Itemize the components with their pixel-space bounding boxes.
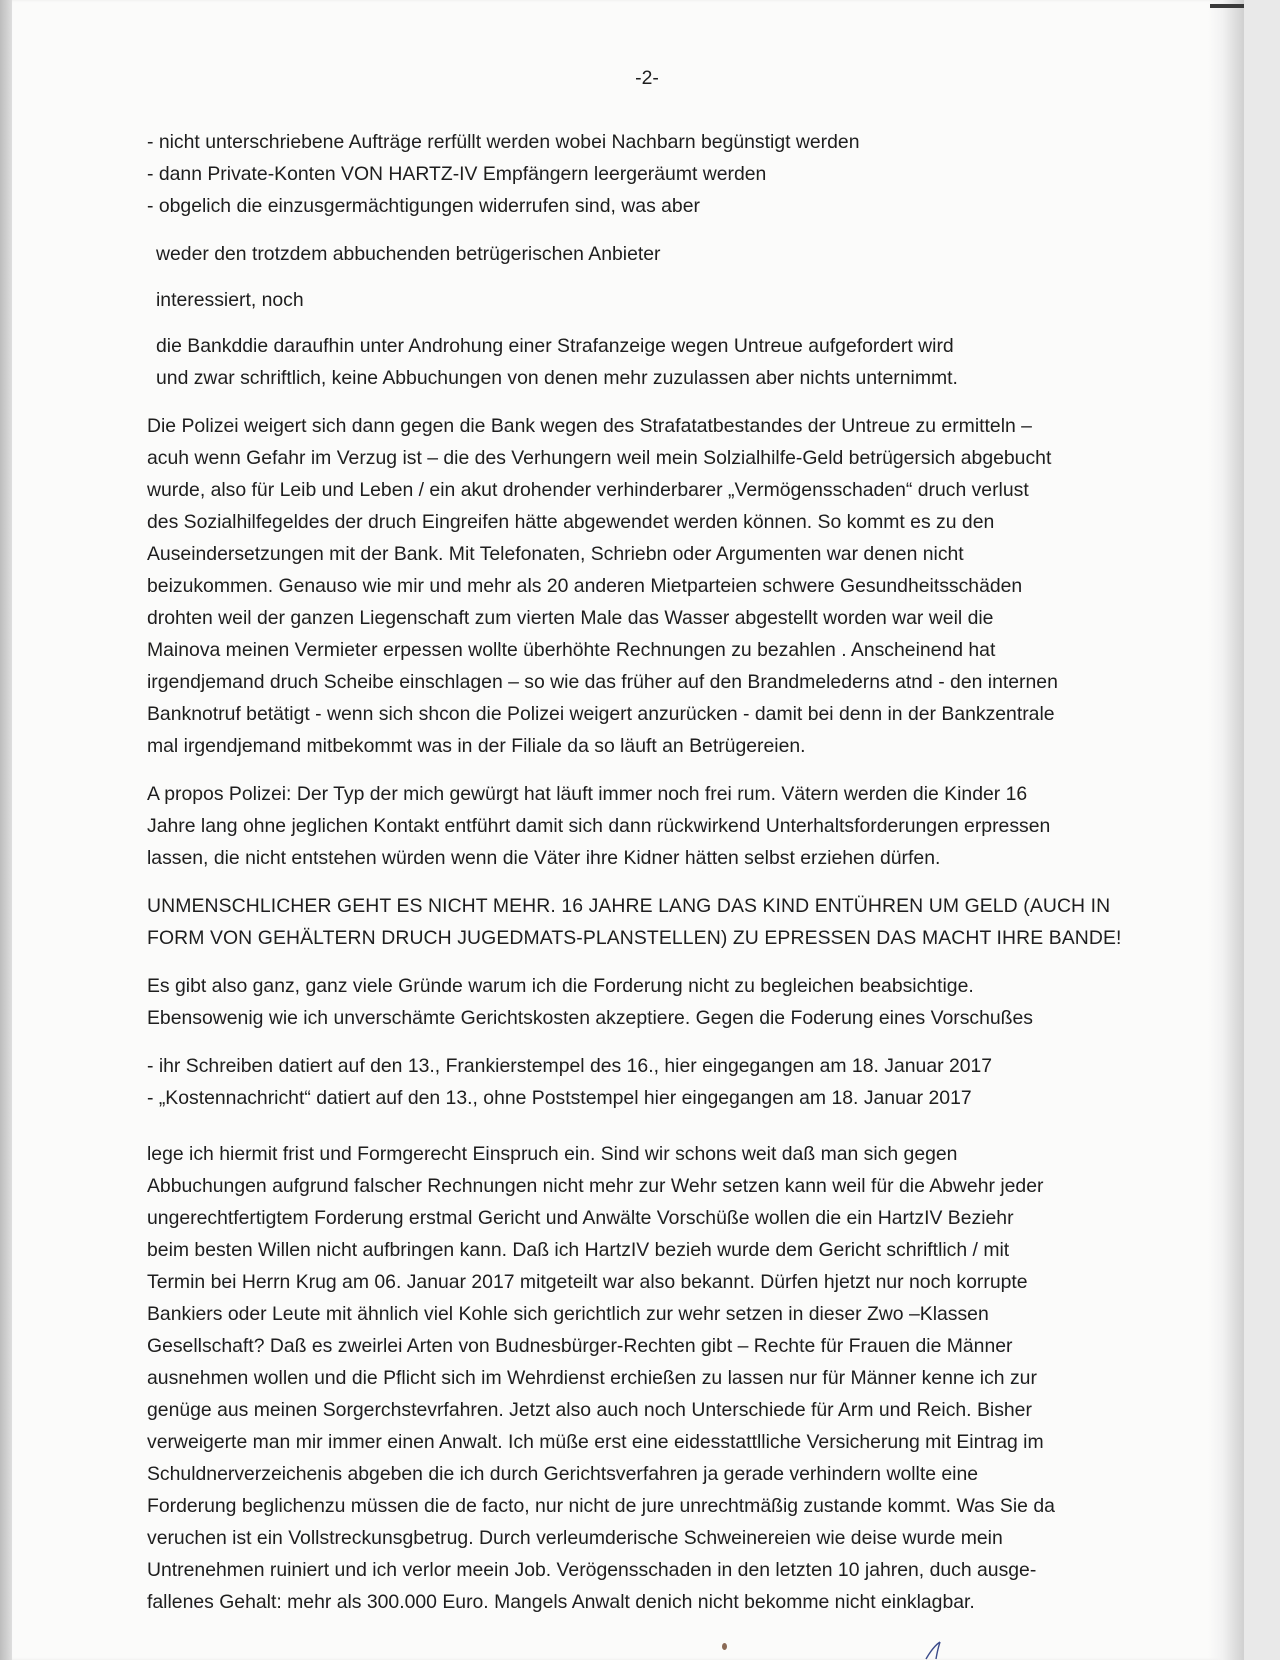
- text-line: A propos Polizei: Der Typ der mich gewürgt hat läuft immer noch frei rum. Vätern werden die Kinder 16: [147, 783, 1028, 805]
- text-line: und zwar schriftlich, keine Abbuchungen von denen mehr zuzulassen aber nichts unternimmt.: [156, 367, 958, 389]
- text-line: Jahre lang ohne jeglichen Kontakt entführt damit sich dann rückwirkend Unterhaltsforderungen erpressen: [147, 815, 1051, 837]
- list-item: - „Kostennachricht“ datiert auf den 13., ohne Poststempel hier eingegangen am 18. Januar 2017: [147, 1087, 972, 1109]
- signature-stroke: [920, 1640, 960, 1660]
- text-line: Banknotruf betätigt - wenn sich shcon die Polizei weigert anzurücken - damit bei denn in der Bankzentrale: [147, 703, 1055, 725]
- text-line: beim besten Willen nicht aufbringen kann. Daß ich HartzIV bezieh wurde dem Gericht schriftlich / mit: [147, 1239, 1010, 1261]
- paragraph-gruende: [147, 970, 1157, 1034]
- text-line: fallenes Gehalt: mehr als 300.000 Euro. Mangels Anwalt denich nicht bekomme nicht einklagbar.: [147, 1591, 975, 1613]
- scan-corner-mark: [1210, 4, 1244, 8]
- text-line: lege ich hiermit frist und Formgerecht Einspruch ein. Sind wir schons weit daß man sich gegen: [147, 1143, 958, 1165]
- text-line: drohten weil der ganzen Liegenschaft zum vierten Male das Wasser abgestellt worden war weil die: [147, 607, 994, 629]
- text-line: beizukommen. Genauso wie mir und mehr als 20 anderen Mietparteien schwere Gesundheitsschäden: [147, 575, 1023, 597]
- list-dates: [147, 1050, 1157, 1114]
- text-line: ungerechtfertigtem Forderung erstmal Gericht und Anwälte Vorschüße wollen die ein HartzIV Beziehr: [147, 1207, 1014, 1229]
- text-line: wurde, also für Leib und Leben / ein akut drohender verhinderbarer „Vermögensschaden“ druch verlust: [147, 479, 1029, 501]
- text-line: acuh wenn Gefahr im Verzug ist – die des Verhungern weil mein Solzialhilfe-Geld betrügersich abgebucht: [147, 447, 1052, 469]
- list-item: - nicht unterschriebene Aufträge rerfüllt werden wobei Nachbarn begünstigt werden: [147, 131, 860, 153]
- list-item: - obgelich die einzusgermächtigungen widerrufen sind, was aber: [147, 195, 700, 217]
- text-line: irgendjemand druch Scheibe einschlagen – so wie das früher auf den Brandmelederns atnd - den internen: [147, 671, 1058, 693]
- text-line: Termin bei Herrn Krug am 06. Januar 2017 mitgeteilt war also bekannt. Dürfen hjetzt nur noch korrupte: [147, 1271, 1028, 1293]
- text-line: Es gibt also ganz, ganz viele Gründe warum ich die Forderung nicht zu begleichen beabsichtige.: [147, 975, 974, 997]
- page-right-edge: [1208, 0, 1244, 1660]
- text-line: Auseindersetzungen mit der Bank. Mit Telefonaten, Schriebn oder Argumenten war denen nicht: [147, 543, 964, 565]
- text-line: veruchen ist ein Vollstreckunsgbetrug. Durch verleumderische Schweinereien wie deise wurde mein: [147, 1527, 1003, 1549]
- text-line: des Sozialhilfegeldes der druch Eingreifen hätte abgewendet werden können. So kommt es zu den: [147, 511, 995, 533]
- indented-line-2: interessiert, noch: [156, 289, 304, 311]
- text-line: FORM VON GEHÄLTERN DRUCH JUGEDMATS-PLANSTELLEN) ZU EPRESSEN DAS MACHT IHRE BANDE!: [147, 927, 1122, 949]
- list-item: - ihr Schreiben datiert auf den 13., Frankierstempel des 16., hier eingegangen am 18. Januar 2017: [147, 1055, 993, 1077]
- paragraph-apropos: [147, 778, 1157, 874]
- text-line: Gesellschaft? Daß es zweirlei Arten von Budnesbürger-Rechten gibt – Rechte für Frauen die Männer: [147, 1335, 1013, 1357]
- text-line: lassen, die nicht entstehen würden wenn die Väter ihre Kidner hätten selbst erziehen dürfen.: [147, 847, 941, 869]
- text-line: ausnehmen wollen und die Pflicht sich im Wehrdienst erchießen zu lassen nur für Männer kenne ich zur: [147, 1367, 1037, 1389]
- paragraph-polizei: [147, 410, 1157, 762]
- text-line: Forderung beglichenzu müssen die de facto, nur nicht de jure unrechtmäßig zustande kommt. Was Sie da: [147, 1495, 1055, 1517]
- text-line: die Bankddie daraufhin unter Androhung einer Strafanzeige wegen Untreue aufgefordert wird: [156, 335, 954, 357]
- text-line: Abbuchungen aufgrund falscher Rechnungen nicht mehr zur Wehr setzen kann weil für die Abwehr jeder: [147, 1175, 1044, 1197]
- text-line: Bankiers oder Leute mit ähnlich viel Kohle sich gerichtlich zur wehr setzen in dieser Zwo –Klassen: [147, 1303, 989, 1325]
- ink-speck: [722, 1643, 727, 1650]
- indented-line-1: weder den trotzdem abbuchenden betrügerischen Anbieter: [156, 243, 661, 265]
- paragraph-caps: [147, 890, 1157, 954]
- text-line: Untrenehmen ruiniert und ich verlor meein Job. Verögensschaden in den letzten 10 jahren, duch ausge-: [147, 1559, 1037, 1581]
- paragraph-einspruch: [147, 1138, 1157, 1618]
- text-line: Schuldnerverzeichenis abgeben die ich durch Gerichtsverfahren ja gerade verhindern wollte eine: [147, 1463, 979, 1485]
- text-line: Ebensowenig wie ich unverschämte Gerichtskosten akzeptiere. Gegen die Foderung eines Vorschußes: [147, 1007, 1033, 1029]
- text-line: Die Polizei weigert sich dann gegen die Bank wegen des Strafatatbestandes der Untreue zu ermitteln –: [147, 415, 1032, 437]
- letter-body: [147, 62, 1157, 1634]
- text-line: UNMENSCHLICHER GEHT ES NICHT MEHR. 16 JAHRE LANG DAS KIND ENTÜHREN UM GELD (AUCH IN: [147, 895, 1111, 917]
- page-number: -2-: [635, 67, 659, 89]
- list-item: - dann Private-Konten VON HARTZ-IV Empfängern leergeräumt werden: [147, 163, 767, 185]
- text-line: mal irgendjemand mitbekommt was in der Filiale da so läuft an Betrügereien.: [147, 735, 806, 757]
- text-line: Mainova meinen Vermieter erpessen wollte überhöhte Rechnungen zu bezahlen . Anscheinend hat: [147, 639, 996, 661]
- text-line: verweigerte man mir immer einen Anwalt. Ich müße erst eine eidesstattlliche Versicherung mit Eintrag im: [147, 1431, 1044, 1453]
- text-line: genüge aus meinen Sorgerchstevrfahren. Jetzt also auch noch Unterschiede für Arm und Reich. Bisher: [147, 1399, 1032, 1421]
- list-intro: [147, 126, 1157, 222]
- indented-block-bank: [147, 330, 1157, 394]
